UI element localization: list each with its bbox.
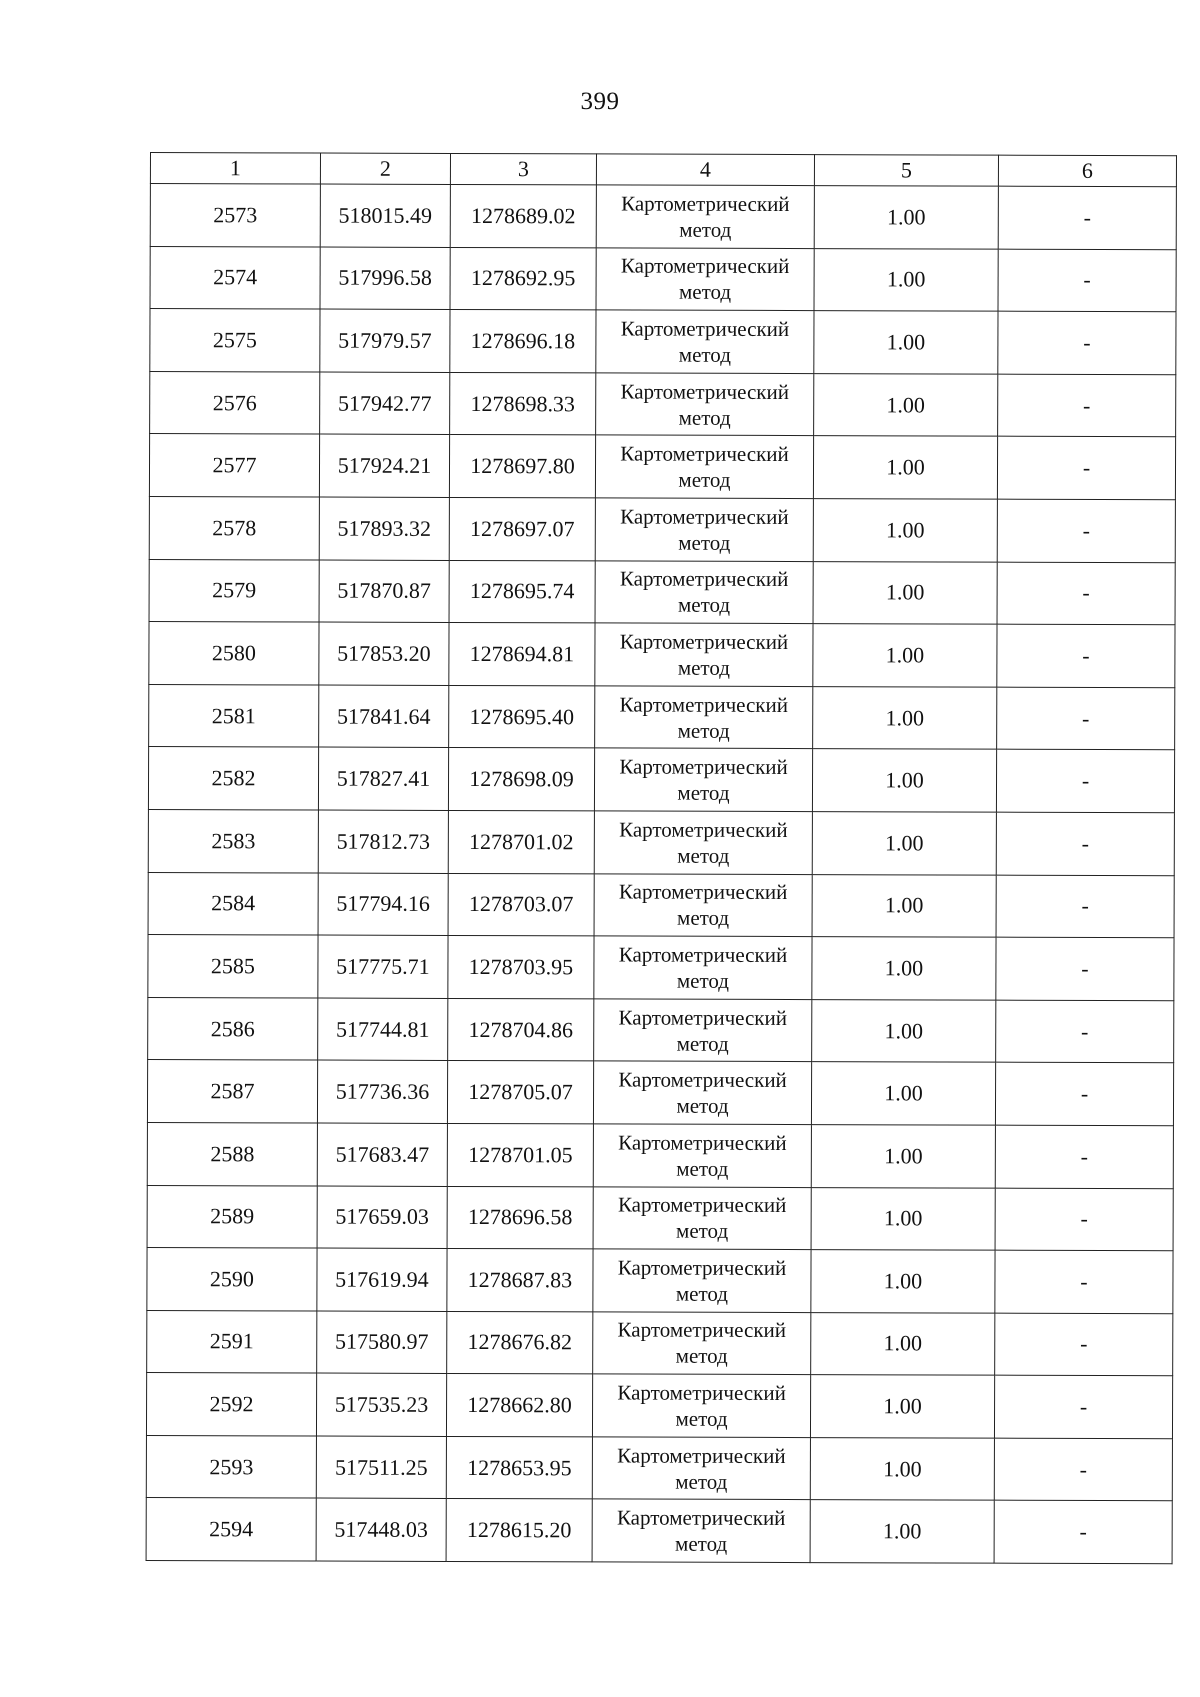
method-line-2: метод [677,655,730,680]
method-cell [595,560,813,623]
method-cell [592,1374,810,1437]
method-line-2: метод [677,780,730,805]
method-line-1: Картометрический [620,504,789,529]
point-number-cell: 2592 [146,1373,316,1436]
method-line-1: Картометрический [619,566,789,592]
point-number-cell: 2583 [148,809,318,872]
x-coordinate-cell: 517511.25 [316,1436,446,1499]
method-line-2: метод [675,1406,728,1431]
method-line-1: Картометрический [618,1004,788,1030]
table-row [148,997,1174,1063]
method-cell [593,1249,811,1312]
y-coordinate-cell: 1278689.02 [450,184,596,247]
x-coordinate-cell: 517794.16 [318,873,448,936]
table-row [149,684,1175,750]
point-number-cell: 2584 [148,872,318,935]
x-coordinate-cell: 517979.57 [320,309,450,372]
precision-cell: 1.00 [814,248,998,311]
precision-cell: 1.00 [813,499,997,562]
note-cell: - [995,1188,1173,1251]
point-number-cell: 2589 [147,1185,317,1248]
method-line-1: Картометрический [617,1255,787,1280]
precision-cell: 1.00 [814,311,998,374]
x-coordinate-cell: 517942.77 [320,372,450,435]
point-number-cell: 2590 [147,1248,317,1311]
table-row [149,559,1175,625]
y-coordinate-cell: 1278676.82 [447,1311,593,1374]
note-cell: - [995,1125,1173,1188]
y-coordinate-cell: 1278705.07 [447,1061,593,1124]
method-line-1: Картометрический [616,1505,786,1531]
method-line-2: метод [678,467,731,492]
note-cell: - [998,186,1176,249]
point-number-cell: 2573 [150,184,320,247]
y-coordinate-cell: 1278687.83 [447,1249,593,1312]
point-number-cell: 2582 [148,747,318,810]
note-cell: - [995,1062,1173,1125]
y-coordinate-cell: 1278696.58 [447,1186,593,1249]
method-line-2: метод [677,593,731,618]
method-line-2: метод [676,1093,729,1118]
method-line-2: метод [675,1344,728,1369]
x-coordinate-cell: 517619.94 [317,1248,447,1311]
note-cell: - [998,311,1176,374]
method-cell [593,1124,811,1187]
method-cell [593,1312,811,1375]
note-cell: - [996,750,1174,813]
header-col-4: 4 [596,154,814,186]
precision-cell: 1.00 [811,1187,995,1250]
precision-cell: 1.00 [813,436,997,499]
y-coordinate-cell: 1278662.80 [446,1374,592,1437]
method-cell [592,1437,810,1500]
note-cell: - [995,1250,1173,1313]
y-coordinate-cell: 1278692.95 [450,247,596,310]
y-coordinate-cell: 1278615.20 [446,1499,592,1562]
method-cell [594,748,812,811]
y-coordinate-cell: 1278701.02 [448,810,594,873]
precision-cell: 1.00 [811,1124,995,1187]
header-col-2: 2 [320,153,450,184]
x-coordinate-cell: 518015.49 [320,184,450,247]
point-number-cell: 2579 [149,559,319,622]
precision-cell: 1.00 [810,1437,994,1500]
precision-cell: 1.00 [813,561,997,624]
method-cell [596,185,814,248]
note-cell: - [997,499,1175,562]
method-cell [596,373,814,436]
table-row [148,872,1174,938]
method-line-2: метод [676,1218,729,1244]
header-col-3: 3 [450,153,596,184]
y-coordinate-cell: 1278704.86 [448,998,594,1061]
method-cell [592,1499,810,1562]
header-col-1: 1 [150,153,320,185]
x-coordinate-cell: 517893.32 [319,497,449,560]
coordinates-table [146,152,1177,1564]
precision-cell: 1.00 [811,1250,995,1313]
precision-cell: 1.00 [810,1375,994,1438]
method-line-2: метод [677,843,730,868]
table-row [146,1435,1172,1501]
x-coordinate-cell: 517870.87 [319,560,449,623]
header-row [150,153,1176,187]
table-row [150,246,1176,312]
note-cell: - [996,875,1174,938]
method-line-2: метод [676,968,729,993]
header-col-6: 6 [998,155,1176,187]
method-line-2: метод [677,905,730,931]
method-line-1: Картометрический [619,754,788,780]
precision-cell: 1.00 [811,1312,995,1375]
method-line-1: Картометрический [617,1192,787,1218]
precision-cell: 1.00 [813,686,997,749]
y-coordinate-cell: 1278696.18 [450,310,596,373]
method-cell [594,873,812,936]
precision-cell: 1.00 [810,1500,994,1563]
y-coordinate-cell: 1278697.07 [449,497,595,560]
point-number-cell: 2578 [149,496,319,559]
precision-cell: 1.00 [812,874,996,937]
table-row [146,1498,1172,1564]
method-line-2: метод [676,1156,729,1181]
x-coordinate-cell: 517924.21 [319,434,449,497]
table-row [147,1122,1173,1188]
note-cell: - [995,1313,1173,1376]
point-number-cell: 2577 [149,434,319,497]
x-coordinate-cell: 517659.03 [317,1186,447,1249]
y-coordinate-cell: 1278697.80 [449,435,595,498]
point-number-cell: 2593 [146,1435,316,1498]
method-line-1: Картометрический [617,1380,786,1406]
method-cell [594,936,812,999]
precision-cell: 1.00 [814,373,998,436]
x-coordinate-cell: 517744.81 [318,998,448,1061]
table-row [147,1310,1173,1376]
point-number-cell: 2587 [147,1060,317,1123]
method-line-1: Картометрический [620,316,790,341]
y-coordinate-cell: 1278695.74 [449,560,595,623]
method-line-1: Картометрический [619,817,788,842]
method-cell [595,435,813,498]
y-coordinate-cell: 1278698.33 [450,372,596,435]
method-line-2: метод [679,217,732,242]
method-line-1: Картометрический [618,879,788,905]
x-coordinate-cell: 517775.71 [318,935,448,998]
method-line-1: Картометрический [617,1443,786,1468]
y-coordinate-cell: 1278703.95 [448,936,594,999]
method-line-2: метод [676,1031,729,1056]
method-line-2: метод [675,1281,729,1306]
precision-cell: 1.00 [814,186,998,249]
point-number-cell: 2586 [148,997,318,1060]
table-row [150,184,1176,250]
method-line-1: Картометрический [619,692,789,717]
method-cell [595,686,813,749]
method-cell [594,999,812,1062]
method-cell [595,498,813,561]
point-number-cell: 2575 [150,309,320,372]
point-number-cell: 2594 [146,1498,316,1561]
point-number-cell: 2580 [149,622,319,685]
method-cell [593,1061,811,1124]
method-line-2: метод [678,530,731,555]
page-number: 399 [580,88,620,115]
x-coordinate-cell: 517448.03 [316,1498,446,1561]
x-coordinate-cell: 517535.23 [316,1373,446,1436]
table-body [146,184,1176,1564]
table-row [147,1185,1173,1251]
table-header [150,153,1176,187]
method-line-1: Картометрический [617,1317,787,1343]
point-number-cell: 2574 [150,246,320,309]
note-cell: - [994,1438,1172,1501]
note-cell: - [997,687,1175,750]
table-row [149,622,1175,688]
x-coordinate-cell: 517841.64 [319,685,449,748]
table-row [149,434,1175,500]
point-number-cell: 2588 [147,1122,317,1185]
method-line-2: метод [678,280,732,305]
precision-cell: 1.00 [812,937,996,1000]
method-line-2: метод [678,342,731,367]
precision-cell: 1.00 [812,749,996,812]
note-cell: - [998,374,1176,437]
method-line-1: Картометрический [618,1130,787,1155]
method-cell [596,247,814,310]
point-number-cell: 2591 [147,1310,317,1373]
table-row [147,1248,1173,1314]
method-line-1: Картометрический [619,629,789,654]
precision-cell: 1.00 [813,624,997,687]
y-coordinate-cell: 1278653.95 [446,1436,592,1499]
note-cell: - [996,812,1174,875]
note-cell: - [997,437,1175,500]
x-coordinate-cell: 517736.36 [317,1060,447,1123]
method-line-2: метод [677,718,730,743]
note-cell: - [998,249,1176,312]
method-line-1: Картометрический [621,191,790,216]
method-line-1: Картометрический [620,253,790,279]
note-cell: - [997,624,1175,687]
note-cell: - [994,1501,1172,1564]
precision-cell: 1.00 [811,1062,995,1125]
method-cell [595,623,813,686]
x-coordinate-cell: 517683.47 [317,1123,447,1186]
y-coordinate-cell: 1278698.09 [448,748,594,811]
y-coordinate-cell: 1278695.40 [449,685,595,748]
method-line-2: метод [678,405,731,430]
y-coordinate-cell: 1278701.05 [447,1123,593,1186]
table-row [147,1060,1173,1126]
method-cell [596,310,814,373]
x-coordinate-cell: 517827.41 [318,747,448,810]
method-line-1: Картометрический [618,1067,787,1093]
method-cell [593,1186,811,1249]
table-row [148,747,1174,813]
method-line-2: метод [675,1531,728,1557]
x-coordinate-cell: 517853.20 [319,622,449,685]
y-coordinate-cell: 1278694.81 [449,623,595,686]
note-cell: - [996,1000,1174,1063]
table-row [148,935,1174,1001]
table-row [150,309,1176,375]
y-coordinate-cell: 1278703.07 [448,873,594,936]
table-row [146,1373,1172,1439]
point-number-cell: 2581 [149,684,319,747]
note-cell: - [997,562,1175,625]
note-cell: - [996,937,1174,1000]
x-coordinate-cell: 517996.58 [320,247,450,310]
header-col-5: 5 [814,155,998,187]
method-line-1: Картометрический [620,441,789,467]
point-number-cell: 2576 [150,371,320,434]
precision-cell: 1.00 [812,999,996,1062]
x-coordinate-cell: 517580.97 [317,1311,447,1374]
x-coordinate-cell: 517812.73 [318,810,448,873]
table-row [148,809,1174,875]
method-line-1: Картометрический [620,379,790,404]
point-number-cell: 2585 [148,935,318,998]
note-cell: - [994,1375,1172,1438]
table-row [149,496,1175,562]
method-cell [594,811,812,874]
precision-cell: 1.00 [812,812,996,875]
method-line-2: метод [675,1469,728,1494]
method-line-1: Картометрический [618,942,788,967]
table-row [150,371,1176,437]
